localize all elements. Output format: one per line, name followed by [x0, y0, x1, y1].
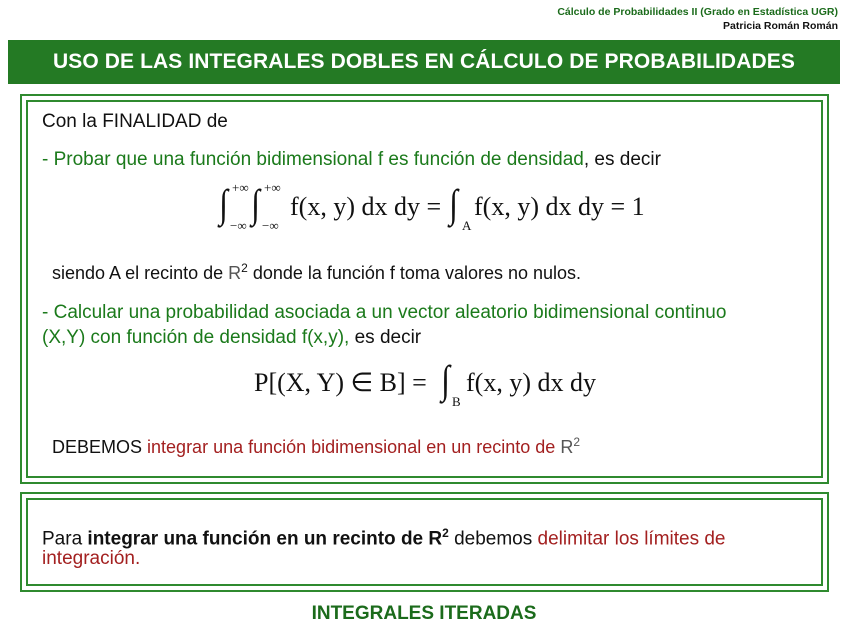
probability-equation	[254, 356, 614, 412]
exponent: 2	[573, 435, 580, 449]
integral-sign: ∫	[251, 181, 260, 226]
item-2-line-2	[42, 326, 421, 350]
course-title: Cálculo de Probabilidades II (Grado en Estadística UGR)	[557, 6, 838, 18]
lower-limit: −∞	[262, 218, 279, 233]
integral-sign: ∫	[449, 181, 458, 226]
upper-limit: +∞	[232, 180, 249, 195]
region-a: A	[462, 218, 472, 233]
para-label: Para	[42, 528, 88, 550]
debemos-label: DEBEMOS	[52, 437, 148, 457]
integral-sign: ∫	[441, 357, 450, 402]
item-2-green: (X,Y) con función de densidad f(x,y),	[42, 327, 350, 348]
red-text-1: delimitar los límites de	[537, 528, 726, 550]
integrand: f(x, y) dx dy =	[290, 192, 442, 221]
r-symbol: R	[560, 437, 574, 457]
siendo-a: siendo A el recinto de	[52, 263, 229, 283]
conclusion-line-2: integración.	[42, 548, 141, 569]
integral-sign: ∫	[219, 181, 228, 226]
siendo-text	[52, 256, 581, 285]
lower-limit: −∞	[230, 218, 247, 233]
item-2-rest: es decir	[349, 327, 422, 348]
bold-text: integrar una función en un recinto de R	[87, 528, 443, 550]
course-header	[557, 5, 838, 33]
next-section-title: INTEGRALES ITERADAS	[311, 603, 537, 624]
debemos-text	[52, 430, 580, 459]
item-1-green: - Probar que una función bidimensional f es función de densidad	[42, 149, 584, 170]
siendo-b: donde la función f toma valores no nulos.	[247, 263, 582, 283]
author-name: Patricia Román Román	[723, 20, 838, 32]
intro-text: Con la FINALIDAD de	[42, 111, 228, 132]
item-1	[42, 148, 661, 172]
exponent: 2	[241, 261, 248, 275]
slide-title: USO DE LAS INTEGRALES DOBLES EN CÁLCULO DE PROBABILIDADES	[8, 40, 840, 84]
region-b: B	[452, 394, 461, 409]
conclusion-line-1	[42, 521, 726, 551]
density-equation	[218, 180, 658, 236]
integrand-equals-one: f(x, y) dx dy = 1	[474, 192, 645, 221]
debemos-red: integrar una función bidimensional en un recinto de	[147, 437, 561, 457]
r-symbol: R	[228, 263, 242, 283]
item-2-line-1: - Calcular una probabilidad asociada a un vector aleatorio bidimensional continuo	[42, 302, 727, 323]
probability-rhs: f(x, y) dx dy	[466, 368, 596, 397]
probability-lhs: P[(X, Y) ∈ B] =	[254, 368, 427, 397]
item-1-rest: , es decir	[583, 149, 661, 170]
debemos-word: debemos	[448, 528, 538, 550]
exponent: 2	[442, 526, 449, 540]
upper-limit: +∞	[264, 180, 281, 195]
